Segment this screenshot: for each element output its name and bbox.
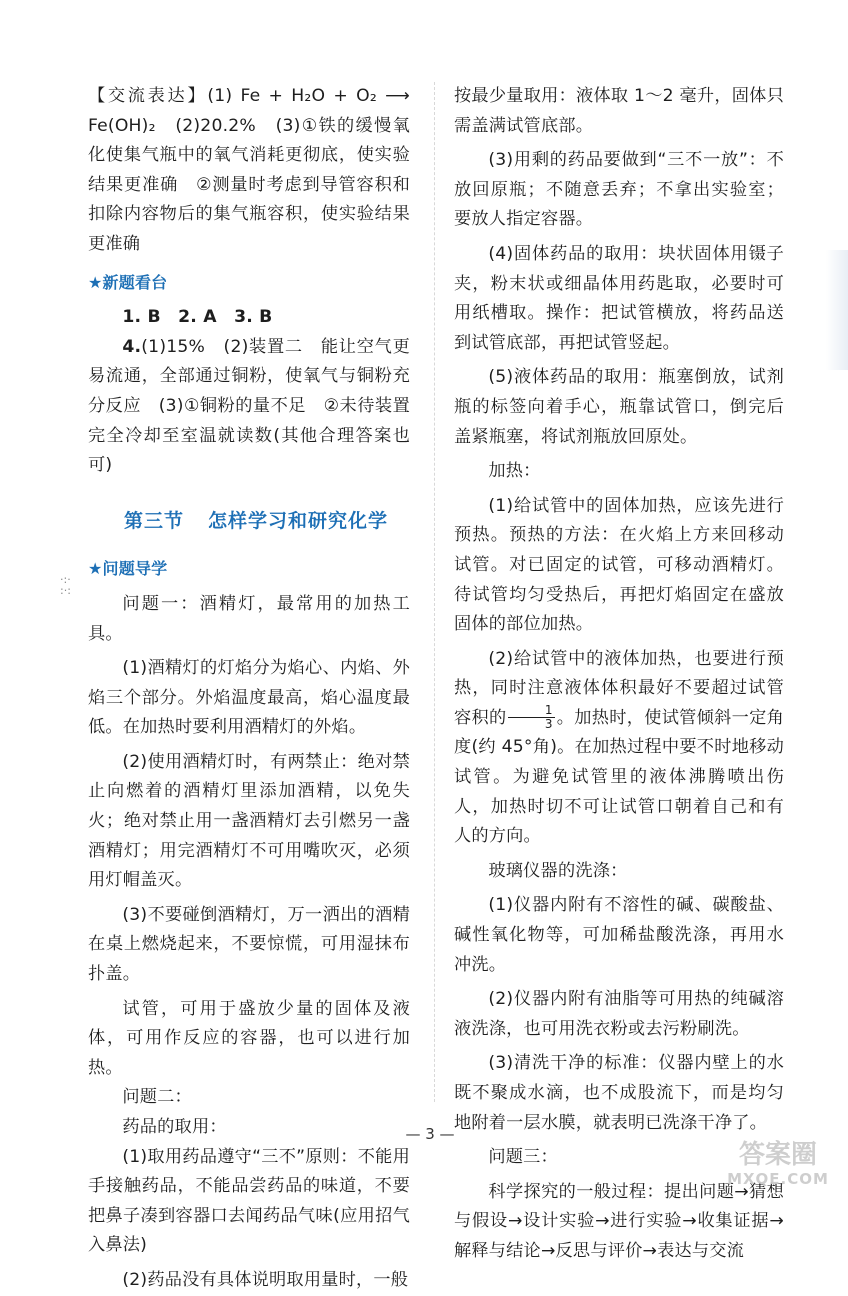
- section-number: 第三节: [124, 509, 185, 532]
- question-3-paragraph: 科学探究的一般过程：提出问题→猜想与假设→设计实验→进行实验→收集证据→解释与结论→反思与评价→表达与交流: [454, 1181, 784, 1261]
- question-2-item-2-continued: 按最少量取用：液体取 1～2 毫升，固体只需盖满试管底部。: [454, 86, 784, 136]
- glassware-item-2: (2)仪器内附有油脂等可用热的纯碱溶液洗涤，也可用洗衣粉或去污粉刷洗。: [454, 989, 784, 1039]
- glassware-item-1: (1)仪器内附有不溶性的碱、碳酸盐、碱性氧化物等，可加稀盐酸洗涤，再用水冲洗。: [454, 895, 784, 975]
- question-3-intro: 问题三：: [488, 1147, 558, 1168]
- new-topic-heading-text: 新题看台: [102, 272, 168, 292]
- question-2-intro: 问题二：: [122, 1087, 192, 1108]
- test-tube-paragraph: 试管，可用于盛放少量的固体及液体，可用作反应的容器，也可以进行加热。: [88, 998, 410, 1078]
- question-1-item-2: (2)使用酒精灯时，有两禁止：绝对禁止向燃着的酒精灯里添加酒精，以免失火；绝对禁止用一盏酒精灯去引燃另一盏酒精灯；用完酒精灯不可用嘴吹灭，必须用灯帽盖灭。: [88, 751, 410, 891]
- right-column: [454, 82, 784, 1267]
- watermark-sub: MXQE.COM: [727, 1170, 829, 1188]
- section-name: 怎样学习和研究化学: [208, 509, 389, 532]
- heating-item-2: [454, 645, 784, 852]
- scan-speck: ·:· :·:: [60, 573, 71, 597]
- guide-heading: [88, 554, 410, 584]
- heating-title: 加热：: [488, 461, 541, 482]
- page-number: — 3 —: [405, 1125, 455, 1143]
- question-4-number: 4.: [122, 336, 142, 357]
- star-icon: ★: [88, 559, 103, 579]
- watermark-main: 答案圈: [738, 1140, 817, 1170]
- page-edge-shadow: [826, 250, 848, 370]
- heating-item-1: (1)给试管中的固体加热，应该先进行预热。预热的方法：在火焰上方来回移动试管。对已固定的试管，可移动酒精灯。待试管均匀受热后，再把灯焰固定在盛放固体的部位加热。: [454, 495, 784, 635]
- fraction-denominator: 3: [544, 717, 553, 732]
- question-2-subtitle: 药品的取用：: [122, 1117, 227, 1137]
- star-icon: ★: [88, 272, 103, 292]
- heating-item-2-part-b: 。加热时，使试管倾斜一定角度(约 45°角)。在加热过程中要不时地移动试管。为避免试管里的液体沸腾喷出伤人，加热时切不可让试管口朝着自己和有人的方向。: [454, 707, 784, 847]
- glassware-title: 玻璃仪器的洗涤：: [488, 860, 628, 881]
- question-1-item-3: (3)不要碰倒酒精灯，万一洒出的酒精在桌上燃烧起来，不要惊慌，可用湿抹布扑盖。: [88, 904, 410, 985]
- question-2-item-2-start: (2)药品没有具体说明取用量时，一般: [122, 1269, 409, 1290]
- guide-heading-text: 问题导学: [102, 559, 168, 579]
- answers-line: 1. B 2. A 3. B: [122, 307, 273, 328]
- new-topic-heading: [88, 268, 410, 298]
- question-1-intro: 问题一：酒精灯，最常用的加热工具。: [88, 593, 410, 644]
- exchange-expression-paragraph: 【交流表达】(1) Fe + H₂O + O₂ ⟶ Fe(OH)₂ (2)20.2% (3)①铁的缓慢氧化使集气瓶中的氧气消耗更彻底，使实验结果更准确 ②测量时考虑到导管容积和扣除内容物后的集气瓶容积，使实验结果更准确: [88, 86, 410, 254]
- question-1-item-1: (1)酒精灯的灯焰分为焰心、内焰、外焰三个部分。外焰温度最高，焰心温度最低。在加热时要利用酒精灯的外焰。: [88, 658, 410, 738]
- question-2-item-1: (1)取用药品遵守“三不”原则：不能用手接触药品，不能品尝药品的味道，不要把鼻子凑到容器口去闻药品气味(应用招气入鼻法): [88, 1146, 410, 1256]
- question-2-item-3: (3)用剩的药品要做到“三不一放”：不放回原瓶；不随意丢弃；不拿出实验室；要放人指定容器。: [454, 150, 784, 230]
- fraction-numerator: 1: [508, 704, 554, 718]
- glassware-item-3: (3)清洗干净的标准：仪器内壁上的水既不聚成水滴，也不成股流下，而是均匀地附着一层水膜，就表明已洗涤干净了。: [454, 1053, 784, 1133]
- watermark-logo: [718, 1140, 838, 1196]
- question-2-item-4: (4)固体药品的取用：块状固体用镊子夹，粉末状或细晶体用药匙取，必要时可用纸槽取。操作：把试管横放，将药品送到试管底部，再把试管竖起。: [454, 243, 784, 353]
- column-divider: [434, 82, 435, 1102]
- section-title: [88, 507, 410, 537]
- heating-item-2-part-a: (2)给试管中的液体加热，也要进行预热，同时注意液体体积最好不要超过试管容积的: [454, 648, 784, 728]
- question-2-item-5: (5)液体药品的取用：瓶塞倒放，试剂瓶的标签向着手心，瓶靠试管口，倒完后盖紧瓶塞，将试剂瓶放回原处。: [454, 367, 784, 447]
- left-column: [88, 82, 410, 1296]
- question-4-text: (1)15% (2)装置二 能让空气更易流通，全部通过铜粉，使氧气与铜粉充分反应 (3)①铜粉的量不足 ②未待装置完全冷却至室温就读数(其他合理答案也可): [88, 336, 410, 476]
- one-third-fraction: [508, 704, 554, 731]
- question-4-answer: [88, 333, 410, 481]
